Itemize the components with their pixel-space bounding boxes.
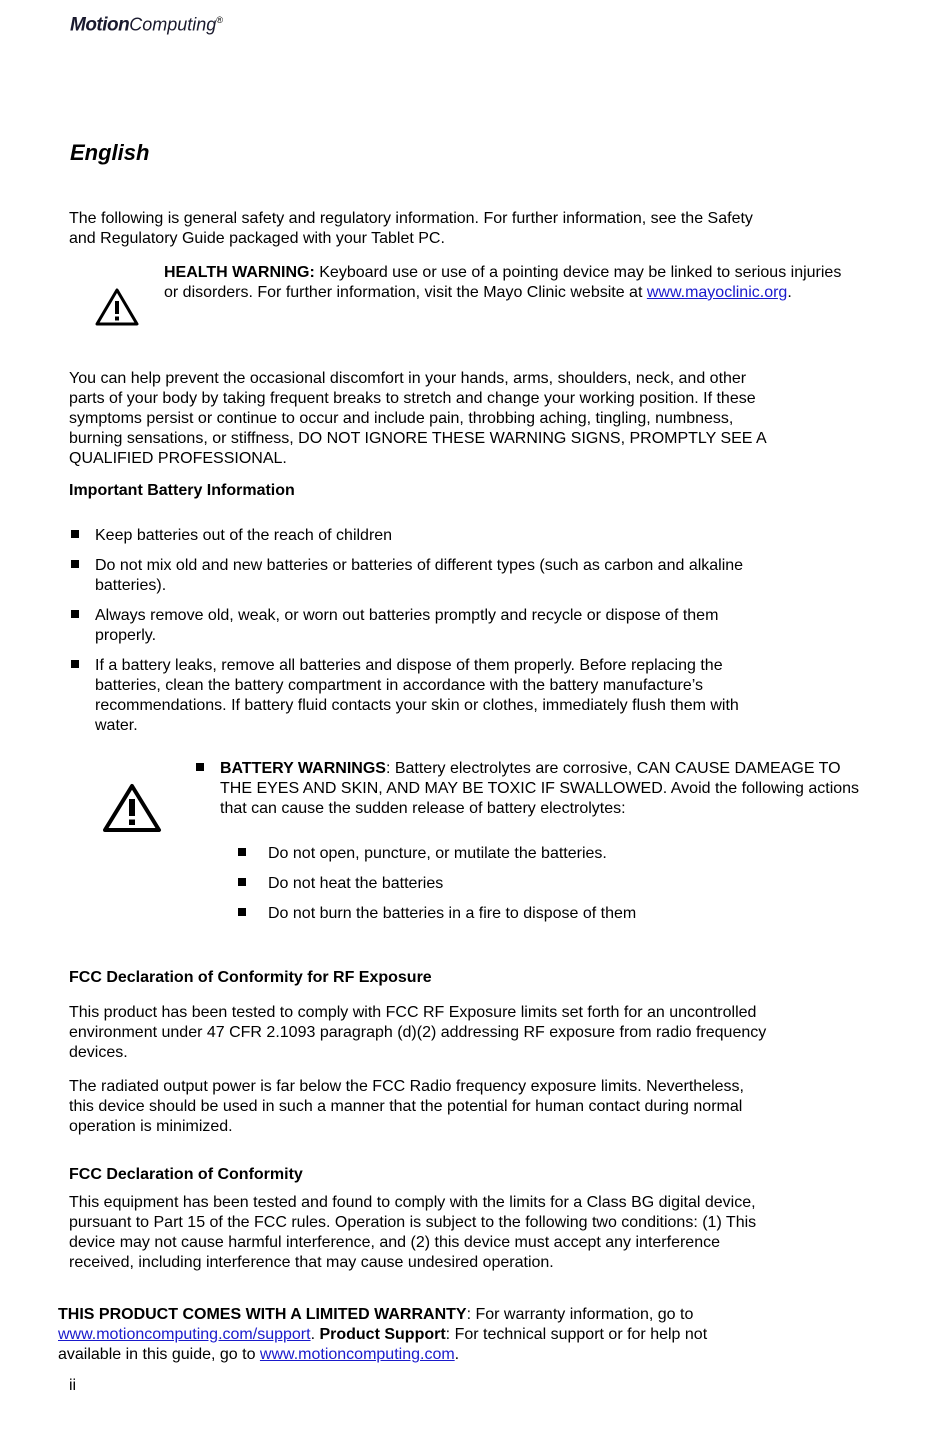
list-item: Always remove old, weak, or worn out batteries promptly and recycle or dispose of them properly.	[95, 607, 719, 644]
list-bullet	[71, 530, 79, 538]
list-bullet	[71, 560, 79, 568]
page-heading: English	[70, 140, 150, 165]
fcc-heading: FCC Declaration of Conformity	[69, 1166, 303, 1183]
list-item: If a battery leaks, remove all batteries and dispose of them properly. Before replacing the batteries, clean the battery compartment in accordance with the battery manufacture’s recommendations. If battery fluid contacts your skin or clothes, immediately flush them with water.	[95, 657, 739, 734]
health-warning-end: .	[787, 284, 792, 301]
list-bullet	[71, 660, 79, 668]
battery-warning-label: BATTERY WARNINGS	[220, 760, 386, 777]
warranty-paragraph	[58, 1305, 763, 1365]
list-bullet	[238, 848, 246, 856]
fcc-paragraph: This equipment has been tested and found to comply with the limits for a Class BG digital device, pursuant to Part 15 of the FCC rules. Operation is subject to the following two conditions: (1) This device may not cause harmful interference, and (2) this device must accept any interference received, including interference that may cause undesired operation.	[69, 1194, 757, 1271]
list-item: Do not open, puncture, or mutilate the batteries.	[268, 845, 607, 862]
list-bullet	[238, 878, 246, 886]
warranty-end: .	[454, 1346, 460, 1363]
motion-computing-logo	[70, 8, 223, 37]
battery-info-heading: Important Battery Information	[69, 482, 295, 499]
fcc-rf-heading: FCC Declaration of Conformity for RF Exposure	[69, 969, 432, 986]
warranty-separator: .	[310, 1326, 320, 1343]
warranty-label: THIS PRODUCT COMES WITH A LIMITED WARRANTY	[58, 1306, 467, 1323]
page-number: ii	[69, 1377, 77, 1394]
intro-paragraph: The following is general safety and regulatory information. For further information, see the Safety and Regulatory Guide packaged with your Tablet PC.	[69, 210, 753, 247]
warranty-text: : For warranty information, go to	[466, 1306, 694, 1323]
battery-warning-text: : Battery electrolytes are corrosive, CAN CAUSE DAMEAGE TO THE EYES AND SKIN, AND MAY BE TOXIC IF SWALLOWED. Avoid the following actions that can cause the sudden release of battery electrolytes:	[220, 760, 860, 817]
health-warning-paragraph	[164, 263, 844, 303]
product-support-text: : For technical support or for help not available in this guide, go to	[58, 1326, 708, 1363]
list-bullet	[238, 908, 246, 916]
warning-triangle-icon	[94, 287, 140, 327]
support-link[interactable]: www.motioncomputing.com/support	[58, 1326, 311, 1343]
warning-triangle-icon	[101, 782, 163, 834]
discomfort-paragraph: You can help prevent the occasional discomfort in your hands, arms, shoulders, neck, and other parts of your body by taking frequent breaks to stretch and change your working position. If these symptoms persist or continue to occur and include pain, throbbing aching, tingling, numbness, burning sensations, or stiffness, DO NOT IGNORE THESE WARNING SIGNS, PROMPTLY SEE A QUALIFIED PROFESSIONAL.	[69, 370, 766, 467]
health-warning-text: Keyboard use or use of a pointing device may be linked to serious injuries or disorders. For further information, visit the Mayo Clinic website at	[164, 264, 842, 301]
list-bullet	[71, 610, 79, 618]
battery-warning-paragraph	[220, 759, 865, 819]
logo-motion: Motion	[70, 14, 130, 36]
mayo-clinic-link[interactable]: www.mayoclinic.org	[646, 284, 788, 301]
motioncomputing-link[interactable]: www.motioncomputing.com	[259, 1346, 455, 1363]
list-bullet	[196, 763, 204, 771]
health-warning-label: HEALTH WARNING:	[164, 264, 315, 281]
logo-registered: ®	[216, 15, 223, 25]
list-item: Do not heat the batteries	[268, 875, 444, 892]
list-item: Do not burn the batteries in a fire to dispose of them	[268, 905, 637, 922]
fcc-rf-paragraph-2: The radiated output power is far below the FCC Radio frequency exposure limits. Nevertheless, this device should be used in such a manner that the potential for human contact during normal operation is minimized.	[69, 1078, 744, 1135]
list-item: Do not mix old and new batteries or batteries of different types (such as carbon and alkaline batteries).	[95, 557, 744, 594]
product-support-label: Product Support	[319, 1326, 446, 1343]
logo-computing: Computing	[129, 14, 217, 35]
fcc-rf-paragraph-1: This product has been tested to comply with FCC RF Exposure limits set forth for an uncontrolled environment under 47 CFR 2.1093 paragraph (d)(2) addressing RF exposure from radio frequency devices.	[69, 1004, 767, 1061]
list-item: Keep batteries out of the reach of children	[95, 527, 393, 544]
